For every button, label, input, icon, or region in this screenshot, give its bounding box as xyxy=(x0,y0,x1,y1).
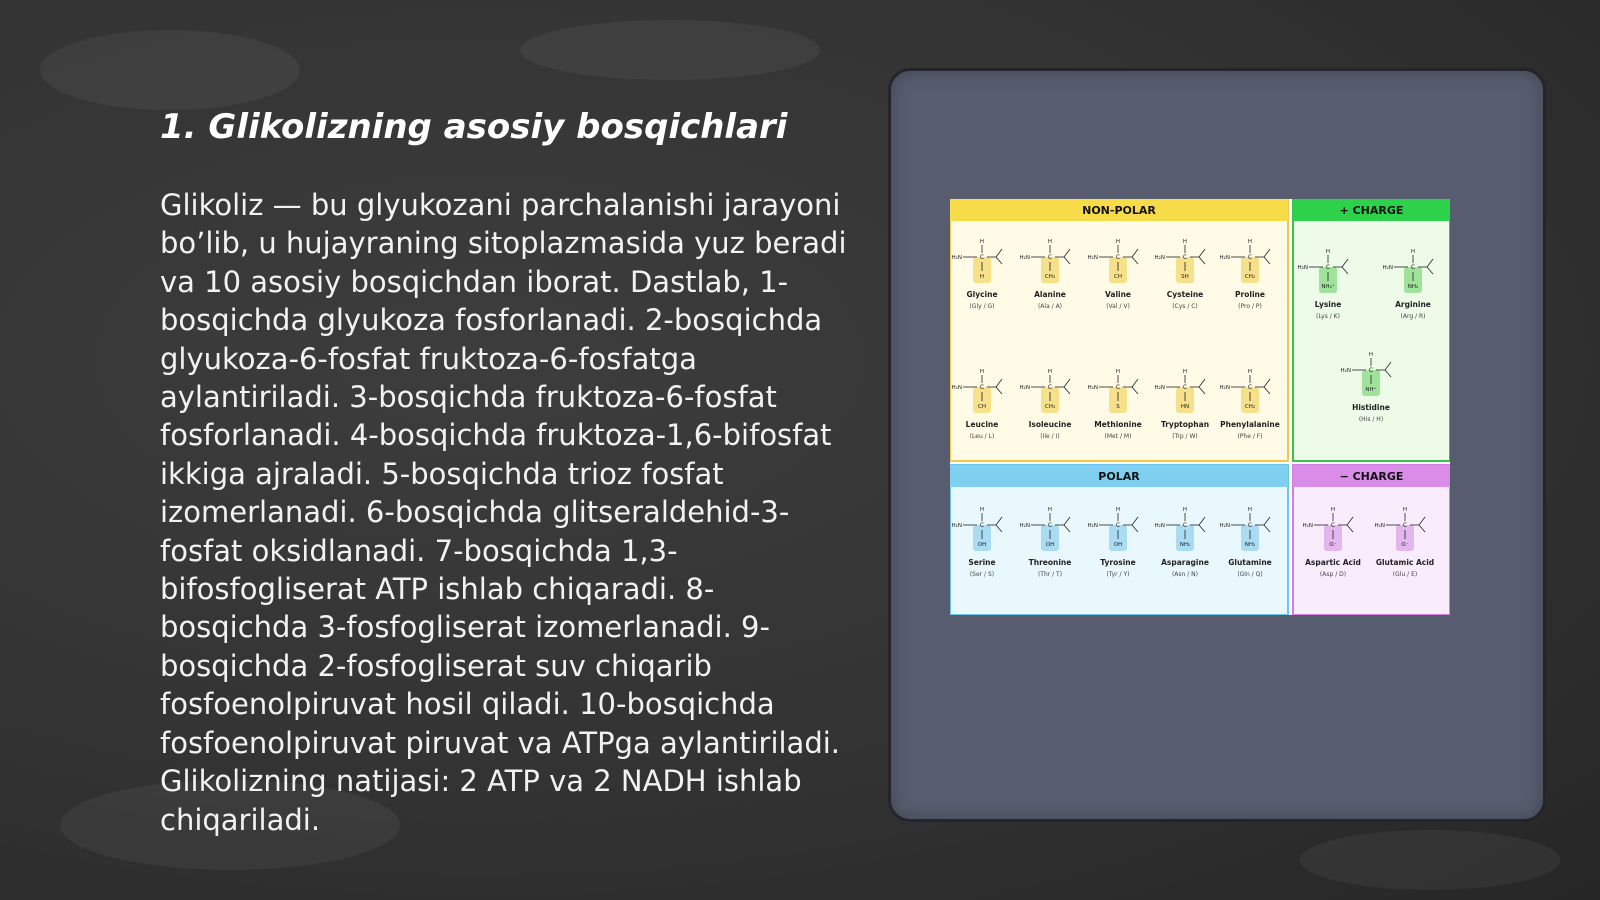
amino-acid-code: (Ile / I) xyxy=(1040,433,1060,440)
svg-text:H: H xyxy=(1247,239,1253,245)
amino-acid-name: Leucine xyxy=(965,420,999,429)
slide-body-text: Glikoliz — bu glyukozani parchalanishi jarayoni bo’lib, u hujayraning sitoplazmasida yuz beradi va 10 asosiy bosqichdan iborat. Dastlab, 1-bosqichda glyukoza fosforlanadi. 2-bosqichda glyukoza-6-fosfat fruktoza-6-fosfatga aylantiriladi. 3-bosqichda fruktoza-6-fosfat fosforlanadi. 4-bosqichda fruktoza-1,6-bifosfat ikkiga ajraladi. 5-bosqichda trioz fosfat izomerlanadi. 6-bosqichda glitseraldehid-3-fosfat oksidlanadi. 7-bosqichda 1,3-bifosfogliserat ATP ishlab chiqaradi. 8-bosqichda 3-fosfogliserat izomerlanadi. 9-bosqichda 2-fosfogliserat suv chiqarib fosfoenolpiruvat hosil qiladi. 10-bosqichda fosfoenolpiruvat piruvat va ATPga aylantiriladi. Glikolizning natijasi: 2 ATP va 2 NADH ishlab chiqariladi. xyxy=(160,188,847,837)
svg-text:C: C xyxy=(1115,254,1121,261)
svg-text:CH: CH xyxy=(1114,274,1122,280)
amino-acid-code: (Gln / Q) xyxy=(1237,571,1263,578)
amino-acid-name: Glycine xyxy=(966,290,998,299)
svg-text:S: S xyxy=(1116,404,1120,410)
amino-acid-name: Serine xyxy=(968,558,996,567)
svg-text:H₂N: H₂N xyxy=(1374,523,1385,529)
amino-acid-name: Threonine xyxy=(1028,558,1072,567)
amino-acid-name: Arginine xyxy=(1395,300,1431,309)
svg-text:H: H xyxy=(1047,369,1053,375)
svg-text:H: H xyxy=(979,369,985,375)
svg-text:C: C xyxy=(979,522,985,529)
svg-text:CH₃: CH₃ xyxy=(1044,274,1056,280)
svg-text:H₂N: H₂N xyxy=(1087,255,1098,261)
svg-text:H₂N: H₂N xyxy=(1302,523,1313,529)
svg-text:H₂N: H₂N xyxy=(1087,385,1098,391)
group-header-label: + CHARGE xyxy=(1339,204,1404,217)
svg-text:H: H xyxy=(1115,239,1121,245)
svg-text:H: H xyxy=(1182,507,1188,513)
amino-acid-code: (Thr / T) xyxy=(1037,571,1063,578)
amino-acid-name: Cysteine xyxy=(1166,290,1204,299)
svg-text:H: H xyxy=(1115,369,1121,375)
svg-text:C: C xyxy=(1182,384,1188,391)
slide-title: 1. Glikolizning asosiy bosqichlari xyxy=(160,107,788,147)
svg-text:O⁻: O⁻ xyxy=(1401,542,1409,548)
svg-text:H: H xyxy=(1402,507,1408,513)
svg-text:H: H xyxy=(1247,369,1253,375)
amino-acid-code: (Phe / F) xyxy=(1237,433,1263,440)
amino-group-panel xyxy=(1293,199,1450,461)
svg-text:H: H xyxy=(1330,507,1336,513)
svg-text:C: C xyxy=(979,254,985,261)
svg-text:H: H xyxy=(1410,249,1416,255)
svg-text:H₂N: H₂N xyxy=(1219,523,1230,529)
svg-text:H₂N: H₂N xyxy=(1297,265,1308,271)
svg-text:C: C xyxy=(1330,522,1336,529)
amino-acid-name: Isoleucine xyxy=(1028,420,1072,429)
amino-acid-code: (Glu / E) xyxy=(1392,571,1418,578)
amino-acid-code: (Trp / W) xyxy=(1172,433,1198,440)
amino-acid-name: Tryptophan xyxy=(1160,420,1210,429)
svg-text:CH₂: CH₂ xyxy=(1244,274,1256,280)
svg-text:H₂N: H₂N xyxy=(1340,368,1351,374)
amino-acid-code: (Gly / G) xyxy=(969,303,995,310)
svg-text:C: C xyxy=(1325,264,1331,271)
svg-text:C: C xyxy=(1247,384,1253,391)
amino-acid-name: Histidine xyxy=(1352,403,1390,412)
svg-text:CH₂: CH₂ xyxy=(1244,404,1256,410)
amino-acid-name: Alanine xyxy=(1034,290,1066,299)
amino-acid-code: (His / H) xyxy=(1358,416,1384,423)
amino-acid-name: Phenylalanine xyxy=(1220,420,1280,429)
svg-text:HN: HN xyxy=(1180,404,1190,410)
svg-text:H₂N: H₂N xyxy=(1382,265,1393,271)
svg-text:C: C xyxy=(1368,367,1374,374)
amino-acid-name: Lysine xyxy=(1314,300,1342,309)
svg-text:C: C xyxy=(1115,522,1121,529)
svg-text:NH₂: NH₂ xyxy=(1244,542,1256,548)
svg-text:C: C xyxy=(1182,254,1188,261)
svg-text:H₂N: H₂N xyxy=(1019,385,1030,391)
chalk-smudge xyxy=(1300,830,1560,890)
svg-text:NH₃⁺: NH₃⁺ xyxy=(1321,284,1335,290)
amino-group-panel xyxy=(1293,465,1450,615)
amino-acid-code: (Ser / S) xyxy=(969,571,995,578)
amino-acid-name: Asparagine xyxy=(1161,558,1209,567)
amino-acid-code: (Asp / D) xyxy=(1319,571,1347,578)
amino-group-panel xyxy=(950,199,1288,461)
amino-acid-code: (Val / V) xyxy=(1106,303,1130,310)
svg-text:OH: OH xyxy=(1045,542,1055,548)
amino-acid-code: (Met / M) xyxy=(1104,433,1132,440)
chalk-smudge xyxy=(520,20,820,80)
amino-acid-name: Tyrosine xyxy=(1100,558,1136,567)
amino-acid-name: Proline xyxy=(1235,290,1265,299)
svg-text:H₂N: H₂N xyxy=(1219,385,1230,391)
chalk-smudge xyxy=(40,30,300,110)
svg-text:C: C xyxy=(1402,522,1408,529)
svg-text:H₂N: H₂N xyxy=(1219,255,1230,261)
svg-text:OH: OH xyxy=(977,542,987,548)
svg-text:NH₂: NH₂ xyxy=(1407,284,1419,290)
svg-text:C: C xyxy=(1410,264,1416,271)
svg-text:H₂N: H₂N xyxy=(951,255,962,261)
svg-text:H₂N: H₂N xyxy=(951,385,962,391)
svg-text:H: H xyxy=(1182,369,1188,375)
amino-acid-code: (Arg / R) xyxy=(1400,313,1426,320)
amino-group-panel xyxy=(950,465,1288,615)
svg-text:H: H xyxy=(1047,239,1053,245)
amino-acid-code: (Asn / N) xyxy=(1171,571,1199,578)
svg-text:C: C xyxy=(1115,384,1121,391)
svg-text:H₂N: H₂N xyxy=(1154,523,1165,529)
amino-acid-code: (Pro / P) xyxy=(1238,303,1262,310)
svg-text:H: H xyxy=(1247,507,1253,513)
svg-text:H: H xyxy=(979,507,985,513)
amino-acid-code: (Leu / L) xyxy=(969,433,995,440)
svg-text:CH: CH xyxy=(978,404,986,410)
svg-text:OH: OH xyxy=(1113,542,1123,548)
amino-acid-name: Glutamic Acid xyxy=(1375,558,1435,567)
svg-text:C: C xyxy=(1047,384,1053,391)
amino-acid-code: (Ala / A) xyxy=(1037,303,1063,310)
svg-text:H₂N: H₂N xyxy=(1019,255,1030,261)
amino-acid-name: Valine xyxy=(1104,290,1132,299)
svg-text:C: C xyxy=(1182,522,1188,529)
amino-acid-code: (Lys / K) xyxy=(1316,313,1340,320)
svg-text:H: H xyxy=(1182,239,1188,245)
svg-text:C: C xyxy=(1047,522,1053,529)
svg-text:O⁻: O⁻ xyxy=(1329,542,1337,548)
svg-text:CH₃: CH₃ xyxy=(1044,404,1056,410)
group-panel-background xyxy=(1293,465,1450,615)
svg-text:H₂N: H₂N xyxy=(1019,523,1030,529)
svg-text:C: C xyxy=(1047,254,1053,261)
svg-text:H₂N: H₂N xyxy=(1087,523,1098,529)
amino-acid-chart xyxy=(950,199,1450,615)
svg-text:H: H xyxy=(979,239,985,245)
svg-text:C: C xyxy=(979,384,985,391)
amino-acid-code: (Cys / C) xyxy=(1172,303,1198,310)
svg-text:C: C xyxy=(1247,522,1253,529)
amino-acid-name: Methionine xyxy=(1094,420,1142,429)
group-header-label: POLAR xyxy=(1098,470,1140,483)
svg-text:H₂N: H₂N xyxy=(1154,255,1165,261)
amino-acid-name: Glutamine xyxy=(1228,558,1272,567)
svg-text:SH: SH xyxy=(1181,274,1189,280)
group-header-label: − CHARGE xyxy=(1339,470,1404,483)
amino-acid-code: (Tyr / Y) xyxy=(1106,571,1130,578)
svg-text:C: C xyxy=(1247,254,1253,261)
svg-text:H: H xyxy=(1368,352,1374,358)
svg-text:NH₂: NH₂ xyxy=(1179,542,1191,548)
amino-acid-chart-canvas xyxy=(950,199,1450,615)
svg-text:H₂N: H₂N xyxy=(1154,385,1165,391)
svg-text:H: H xyxy=(1115,507,1121,513)
svg-text:H₂N: H₂N xyxy=(951,523,962,529)
svg-text:H: H xyxy=(979,274,985,280)
svg-text:H: H xyxy=(1325,249,1331,255)
svg-text:NH⁺: NH⁺ xyxy=(1365,387,1377,393)
group-header-label: NON-POLAR xyxy=(1082,204,1156,217)
svg-text:H: H xyxy=(1047,507,1053,513)
amino-acid-name: Aspartic Acid xyxy=(1305,558,1361,567)
